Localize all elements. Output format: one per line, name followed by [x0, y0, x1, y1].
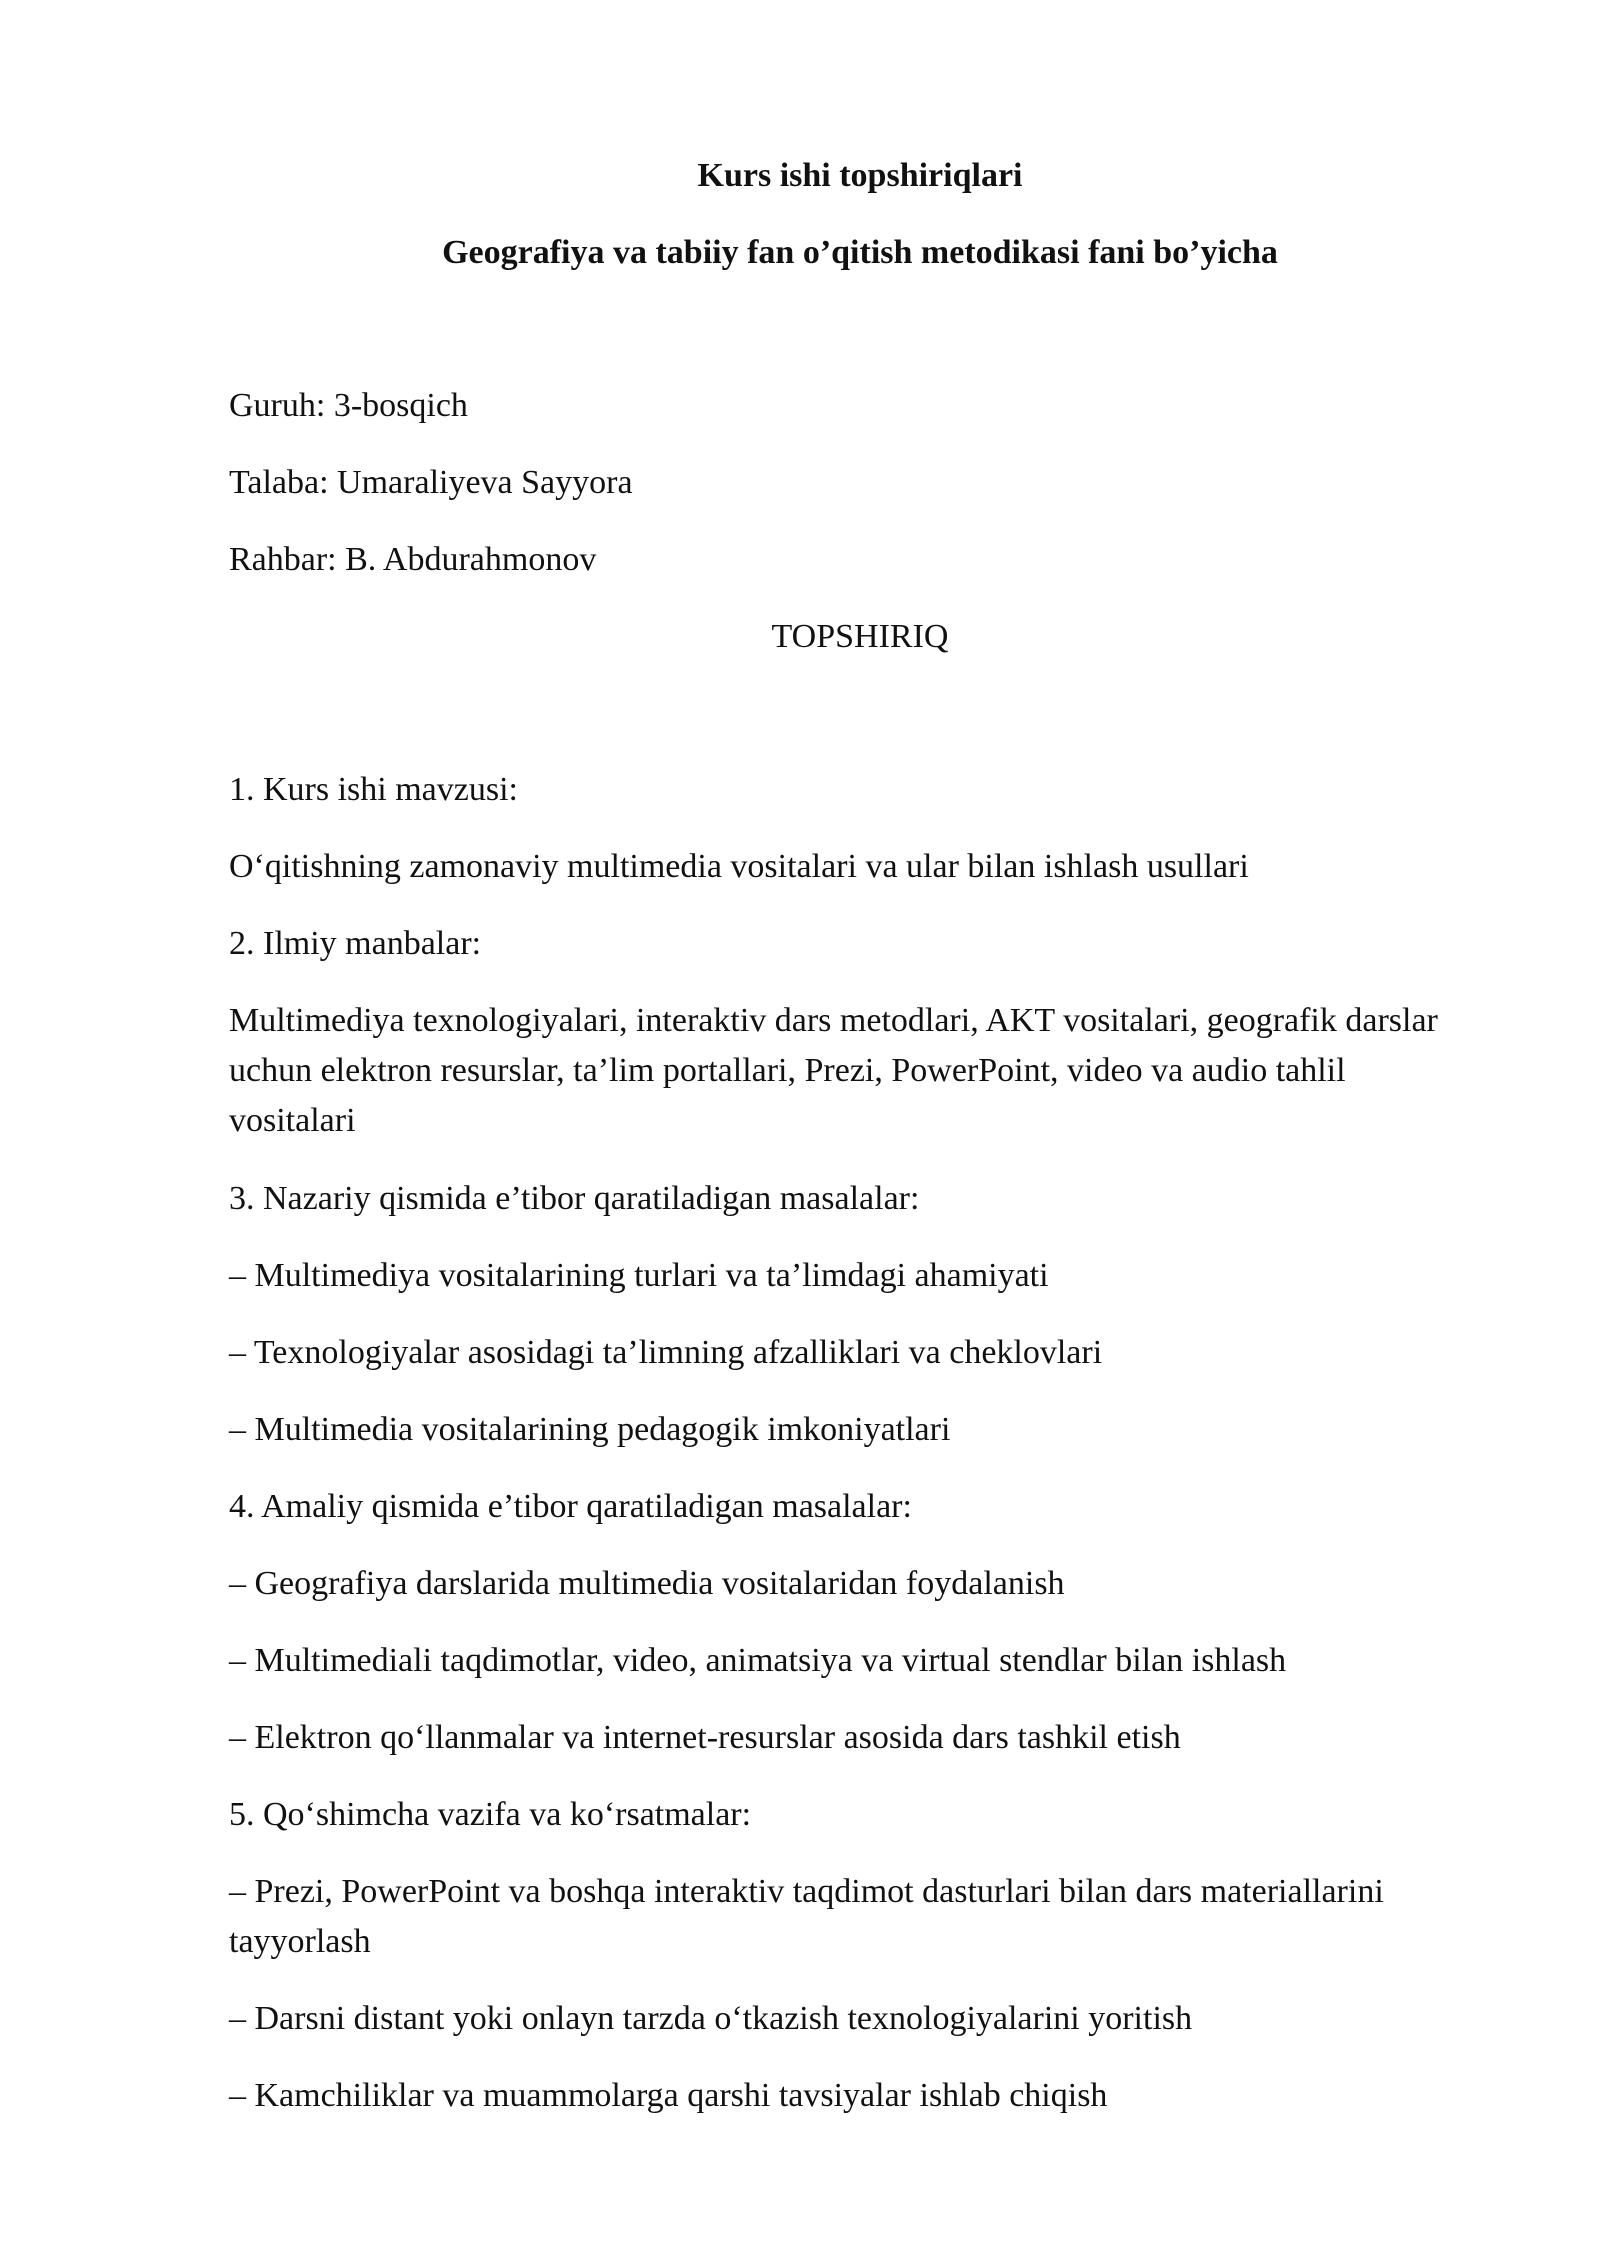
section-title: TOPSHIRIQ: [771, 618, 949, 655]
group-info: Guruh: 3-bosqich: [229, 387, 468, 424]
item3-heading: 3. Nazariy qismida e’tibor qaratiladigan masalalar:: [229, 1180, 920, 1217]
item3-bullet-2: – Texnologiyalar asosidagi ta’limning afzalliklari va cheklovlari: [229, 1334, 1103, 1371]
document-title: Kurs ishi topshiriqlari: [697, 157, 1023, 194]
item4-bullet-3: – Elektron qo‘llanmalar va internet-resurslar asosida dars tashkil etish: [229, 1719, 1181, 1756]
supervisor-info: Rahbar: B. Abdurahmonov: [229, 541, 597, 578]
item2-text: Multimediya texnologiyalari, interaktiv dars metodlari, AKT vositalari, geografik darslar uchun elektron resurslar, ta’lim portallari, Prezi, PowerPoint, video va audio tahlil vositalari: [229, 1002, 1438, 1139]
item1-heading: 1. Kurs ishi mavzusi:: [229, 771, 518, 808]
item3-bullet-3: – Multimedia vositalarining pedagogik imkoniyatlari: [229, 1411, 951, 1448]
item4-heading: 4. Amaliy qismida e’tibor qaratiladigan masalalar:: [229, 1488, 912, 1525]
item5-bullet-1: – Prezi, PowerPoint va boshqa interaktiv taqdimot dasturlari bilan dars materiallarini tayyorlash: [229, 1873, 1384, 1960]
item4-bullet-2: – Multimediali taqdimotlar, video, animatsiya va virtual stendlar bilan ishlash: [229, 1642, 1287, 1679]
item1-text: O‘qitishning zamonaviy multimedia vositalari va ular bilan ishlash usullari: [229, 848, 1249, 885]
item2-heading: 2. Ilmiy manbalar:: [229, 925, 482, 962]
document-subtitle: Geografiya va tabiiy fan o’qitish metodikasi fani bo’yicha: [442, 234, 1278, 271]
item5-bullet-2: – Darsni distant yoki onlayn tarzda o‘tkazish texnologiyalarini yoritish: [229, 2000, 1193, 2037]
item4-bullet-1: – Geografiya darslarida multimedia vositalaridan foydalanish: [229, 1565, 1065, 1602]
item5-heading: 5. Qo‘shimcha vazifa va ko‘rsatmalar:: [229, 1796, 752, 1833]
item3-bullet-1: – Multimediya vositalarining turlari va ta’limdagi ahamiyati: [229, 1257, 1049, 1294]
item5-bullet-3: – Kamchiliklar va muammolarga qarshi tavsiyalar ishlab chiqish: [229, 2077, 1108, 2114]
student-info: Talaba: Umaraliyeva Sayyora: [229, 464, 633, 501]
